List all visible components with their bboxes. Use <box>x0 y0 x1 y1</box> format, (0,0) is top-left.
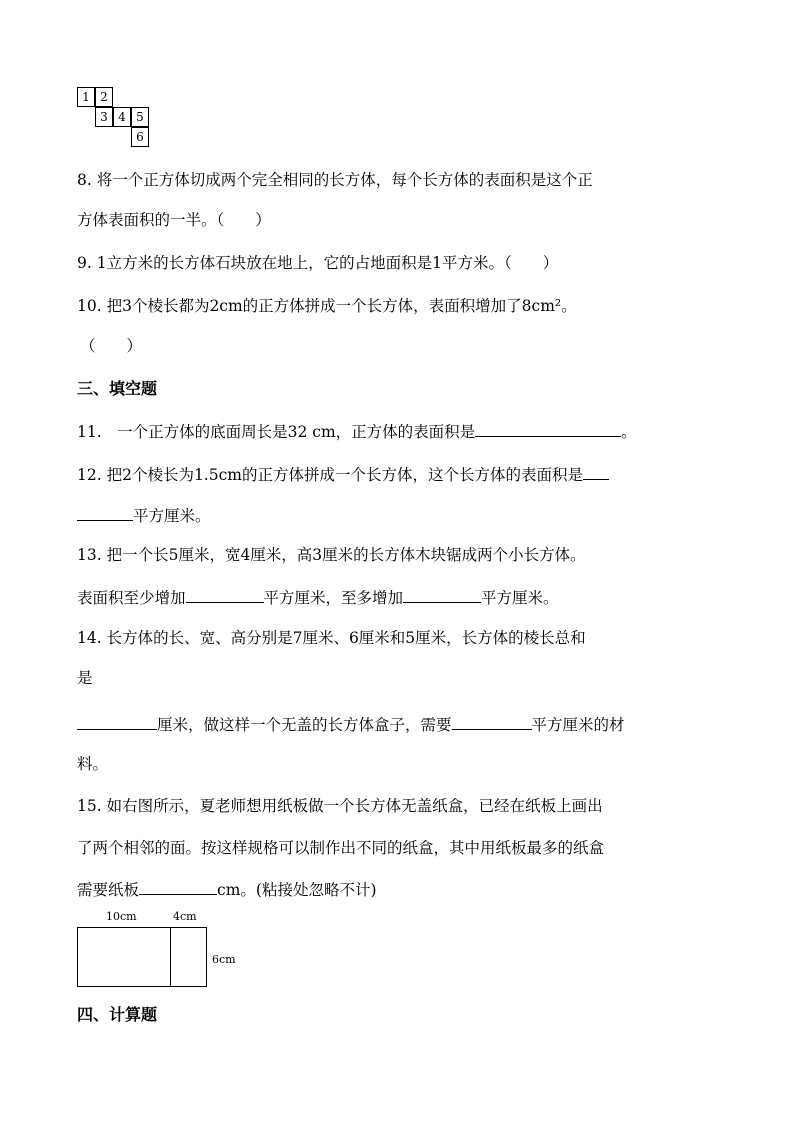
section-3-title: 三、填空题 <box>77 379 158 398</box>
net-cell-1: 1 <box>77 87 95 107</box>
question-13-text-c: 平方厘米。 <box>481 589 559 607</box>
question-14-line-3 <box>77 713 625 735</box>
question-11-text: 11. 一个正方体的底面周长是32 cm，正方体的表面积是 <box>77 423 476 441</box>
answer-blank-13-max[interactable] <box>403 586 481 603</box>
net-cell-3: 3 <box>95 107 113 127</box>
board-face-small <box>170 927 207 987</box>
question-14-line-4: 料。 <box>77 755 109 773</box>
question-12-line-2 <box>77 504 211 526</box>
answer-blank-14-edges[interactable] <box>77 713 157 730</box>
answer-blank-12-part-a[interactable] <box>583 463 609 480</box>
question-12-unit: 平方厘米。 <box>133 507 211 525</box>
question-8-line-2: 方体表面积的一半。（ ） <box>77 211 271 229</box>
question-13-text-a: 表面积至少增加 <box>77 589 186 607</box>
net-cell-5: 5 <box>131 107 149 127</box>
question-14-line-2: 是 <box>77 669 93 687</box>
answer-blank-15[interactable] <box>139 878 217 895</box>
question-14-text-a: 厘米，做这样一个无盖的长方体盒子，需要 <box>157 716 452 734</box>
question-15-text-b: cm。(粘接处忽略不计) <box>217 881 377 899</box>
answer-blank-13-min[interactable] <box>186 586 264 603</box>
net-cell-4: 4 <box>113 107 131 127</box>
question-12-text: 12. 把2个棱长为1.5cm的正方体拼成一个长方体，这个长方体的表面积是 <box>77 466 583 484</box>
question-14-text-b: 平方厘米的材 <box>531 716 625 734</box>
question-11 <box>77 420 637 442</box>
question-15-text-a: 需要纸板 <box>77 881 140 899</box>
answer-blank-12-part-b[interactable] <box>77 504 133 521</box>
question-10-line-2: （ ） <box>80 337 143 355</box>
label-6cm: 6cm <box>212 953 236 966</box>
question-15-line-2: 了两个相邻的面。按这样规格可以制作出不同的纸盒，其中用纸板最多的纸盒 <box>77 839 605 857</box>
question-14-line-1: 14. 长方体的长、宽、高分别是7厘米、6厘米和5厘米，长方体的棱长总和 <box>77 629 586 647</box>
question-9: 9. 1立方米的长方体石块放在地上，它的占地面积是1平方米。（ ） <box>77 254 559 272</box>
question-15-line-3 <box>77 878 377 900</box>
question-10-line-1: 10. 把3个棱长都为2cm的正方体拼成一个长方体，表面积增加了8cm²。 <box>77 297 577 315</box>
label-10cm: 10cm <box>106 910 137 923</box>
question-11-end: 。 <box>621 423 637 441</box>
question-12-line-1 <box>77 463 609 485</box>
question-13-line-1: 13. 把一个长5厘米，宽4厘米，高3厘米的长方体木块锯成两个小长方体。 <box>77 546 586 564</box>
answer-blank-14-area[interactable] <box>452 713 532 730</box>
answer-blank-11[interactable] <box>475 420 621 437</box>
label-4cm: 4cm <box>173 910 197 923</box>
question-13-line-2 <box>77 586 559 608</box>
question-13-text-b: 平方厘米，至多增加 <box>263 589 404 607</box>
question-8-line-1: 8. 将一个正方体切成两个完全相同的长方体，每个长方体的表面积是这个正 <box>77 171 593 189</box>
net-cell-2: 2 <box>95 87 113 107</box>
board-face-large <box>77 927 171 987</box>
net-cell-6: 6 <box>131 127 149 147</box>
section-4-title: 四、计算题 <box>77 1005 158 1024</box>
question-15-line-1: 15. 如右图所示，夏老师想用纸板做一个长方体无盖纸盒，已经在纸板上画出 <box>77 797 603 815</box>
